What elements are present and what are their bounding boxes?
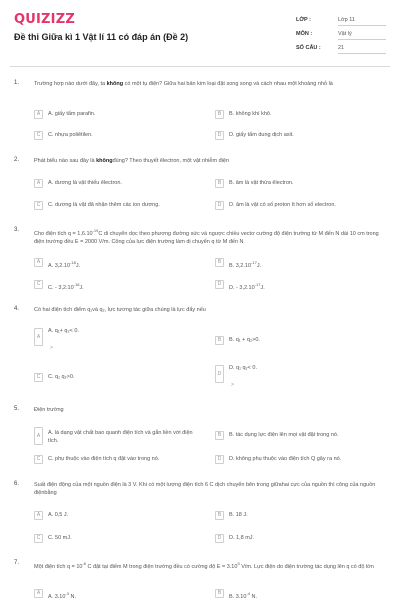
option-b-text: B. tác dụng lực điện lên mọi vật đặt trong nó. xyxy=(229,432,339,438)
option-c-text: C. 50 mJ. xyxy=(48,535,72,541)
option-c-text: C. nhựa poliêtilen. xyxy=(48,132,93,138)
option-a-box: A xyxy=(34,328,43,346)
option-c-text: C. phụ thuộc vào điện tích q đặt vào trong nó. xyxy=(48,456,160,462)
option-a-box: A xyxy=(34,258,43,267)
question-text: Cho điện tích $q = 1,6.10^{-19}C$ di chuyển dọc theo phương đường sức và ngược chiều vectơ cường độ điện trường từ M đến N dài 10 cm trong điện trường đều E = 2000 V/m. Công của lực điện trường làm di chuyển q từ M đến N xyxy=(34,228,379,245)
option-d-box: D xyxy=(215,534,224,543)
option-a-text: A. $3,2.10^{-18}J$. xyxy=(48,260,81,269)
option-b-text: B. $3.10^{-4}$ N. xyxy=(229,591,258,600)
question-text: Một điện tích $q = 10^{-6}$ C đặt tại điểm M trong điện trường đều có cường độ $E = 3.10^5$ V/m. Lực điện do điện trường tác dụng lên q có độ lớn xyxy=(34,561,374,570)
option-d-box: D xyxy=(215,280,224,289)
question-number: 5. xyxy=(14,406,20,412)
option-a-text: A. q₁+ q₂< 0. xyxy=(48,328,79,334)
option-a-text: A. là dạng vật chất bao quanh điện tích và gắn liền với điện tích. xyxy=(48,430,193,444)
option-c-text: C. q₁ q₂>0. xyxy=(48,374,75,380)
option-b-box: B xyxy=(215,336,224,345)
option-a-box: A xyxy=(34,427,43,445)
option-d-text: D. không phụ thuộc vào điện tích Q gây ra nó. xyxy=(229,456,342,462)
option-b-text: B. không khí khô. xyxy=(229,111,272,117)
option-a-text: A. 0,5 J. xyxy=(48,512,69,518)
option-d-text: D. 1,8 mJ. xyxy=(229,535,255,541)
option-b-box: B xyxy=(215,589,224,598)
option-b-box: B xyxy=(215,511,224,520)
chevron-right-icon: > xyxy=(50,345,53,351)
document-title: Đề thi Giữa kì 1 Vật lí 11 có đáp án (Đề 2) xyxy=(14,32,189,42)
option-b-text: B. q₁ + q₂>0. xyxy=(229,337,260,343)
option-c-box: C xyxy=(34,455,43,464)
option-c-box: C xyxy=(34,373,43,382)
option-a-box: A xyxy=(34,511,43,520)
option-a-text: A. giấy tẩm parafin. xyxy=(48,111,96,117)
option-d-text: D. q₁ q₂< 0. xyxy=(229,365,257,371)
meta-count-label: SỐ CÂU : xyxy=(296,45,321,51)
question-text: Phát biểu nào sau đây là khôngđúng? Theo thuyết êlectron, một vật nhiễm điện xyxy=(34,158,229,164)
question-text: Điện trường xyxy=(34,407,64,413)
question-number: 6. xyxy=(14,481,20,487)
option-b-text: B. $3,2.10^{-17}J$. xyxy=(229,260,262,269)
option-b-box: B xyxy=(215,431,224,440)
question-text: Suất điện động của một nguồn điện là 3 V. Khi có một lượng điện tích 6 C dịch chuyển bên trong giữahai cực của nguồn thì công của nguồn điệnbằng xyxy=(34,482,376,496)
option-a-box: A xyxy=(34,179,43,188)
meta-class-label: LỚP : xyxy=(296,17,311,23)
option-b-text: B. 18 J. xyxy=(229,512,248,518)
header-divider xyxy=(10,66,390,67)
chevron-right-icon: > xyxy=(231,382,234,388)
meta-subject-label: MÔN : xyxy=(296,31,313,37)
option-c-box: C xyxy=(34,534,43,543)
question-number: 3. xyxy=(14,227,20,233)
meta-count-value: 21 xyxy=(338,45,386,54)
meta-class-value: Lớp 11 xyxy=(338,17,386,26)
meta-subject-value: Vật lý xyxy=(338,31,386,40)
option-a-box: A xyxy=(34,589,43,598)
option-c-text: C. dương là vật đã nhận thêm các ion dương. xyxy=(48,202,160,208)
option-c-box: C xyxy=(34,201,43,210)
option-a-box: A xyxy=(34,110,43,119)
option-c-box: C xyxy=(34,131,43,140)
option-d-box: D xyxy=(215,365,224,383)
header xyxy=(0,0,400,60)
question-number: 4. xyxy=(14,306,20,312)
option-a-text: A. $3.10^{-3}$ N. xyxy=(48,591,77,600)
question-number: 2. xyxy=(14,157,20,163)
option-b-box: B xyxy=(215,110,224,119)
option-b-box: B xyxy=(215,179,224,188)
question-text: Trường hợp nào dưới đây, ta không có một tụ điện? Giữa hai bản kim loại đặt song song và cách nhau một khoảng nhỏ là xyxy=(34,81,333,87)
quizizz-logo: QUIZIZZ xyxy=(14,12,75,27)
option-d-text: D. âm là vật có số proton ít hơn số electron. xyxy=(229,202,336,208)
question-number: 1. xyxy=(14,80,20,86)
option-b-text: B. âm là vật thừa êlectron. xyxy=(229,180,294,186)
option-c-text: C. - $3,2.10^{-18}J$. xyxy=(48,282,84,291)
option-a-text: A. dương là vật thiếu êlectron. xyxy=(48,180,122,186)
option-d-box: D xyxy=(215,455,224,464)
option-d-box: D xyxy=(215,201,224,210)
option-d-text: D. giấy tẩm dung dịch axit. xyxy=(229,132,294,138)
option-b-box: B xyxy=(215,258,224,267)
question-text: Có hai điện tích điểm q₁và q₂, lực tương tác giữa chúng là lực đẩy nếu xyxy=(34,307,206,313)
option-d-text: D. - $3,2.10^{-17}J$. xyxy=(229,282,265,291)
option-d-box: D xyxy=(215,131,224,140)
option-c-box: C xyxy=(34,280,43,289)
question-number: 7. xyxy=(14,560,20,566)
